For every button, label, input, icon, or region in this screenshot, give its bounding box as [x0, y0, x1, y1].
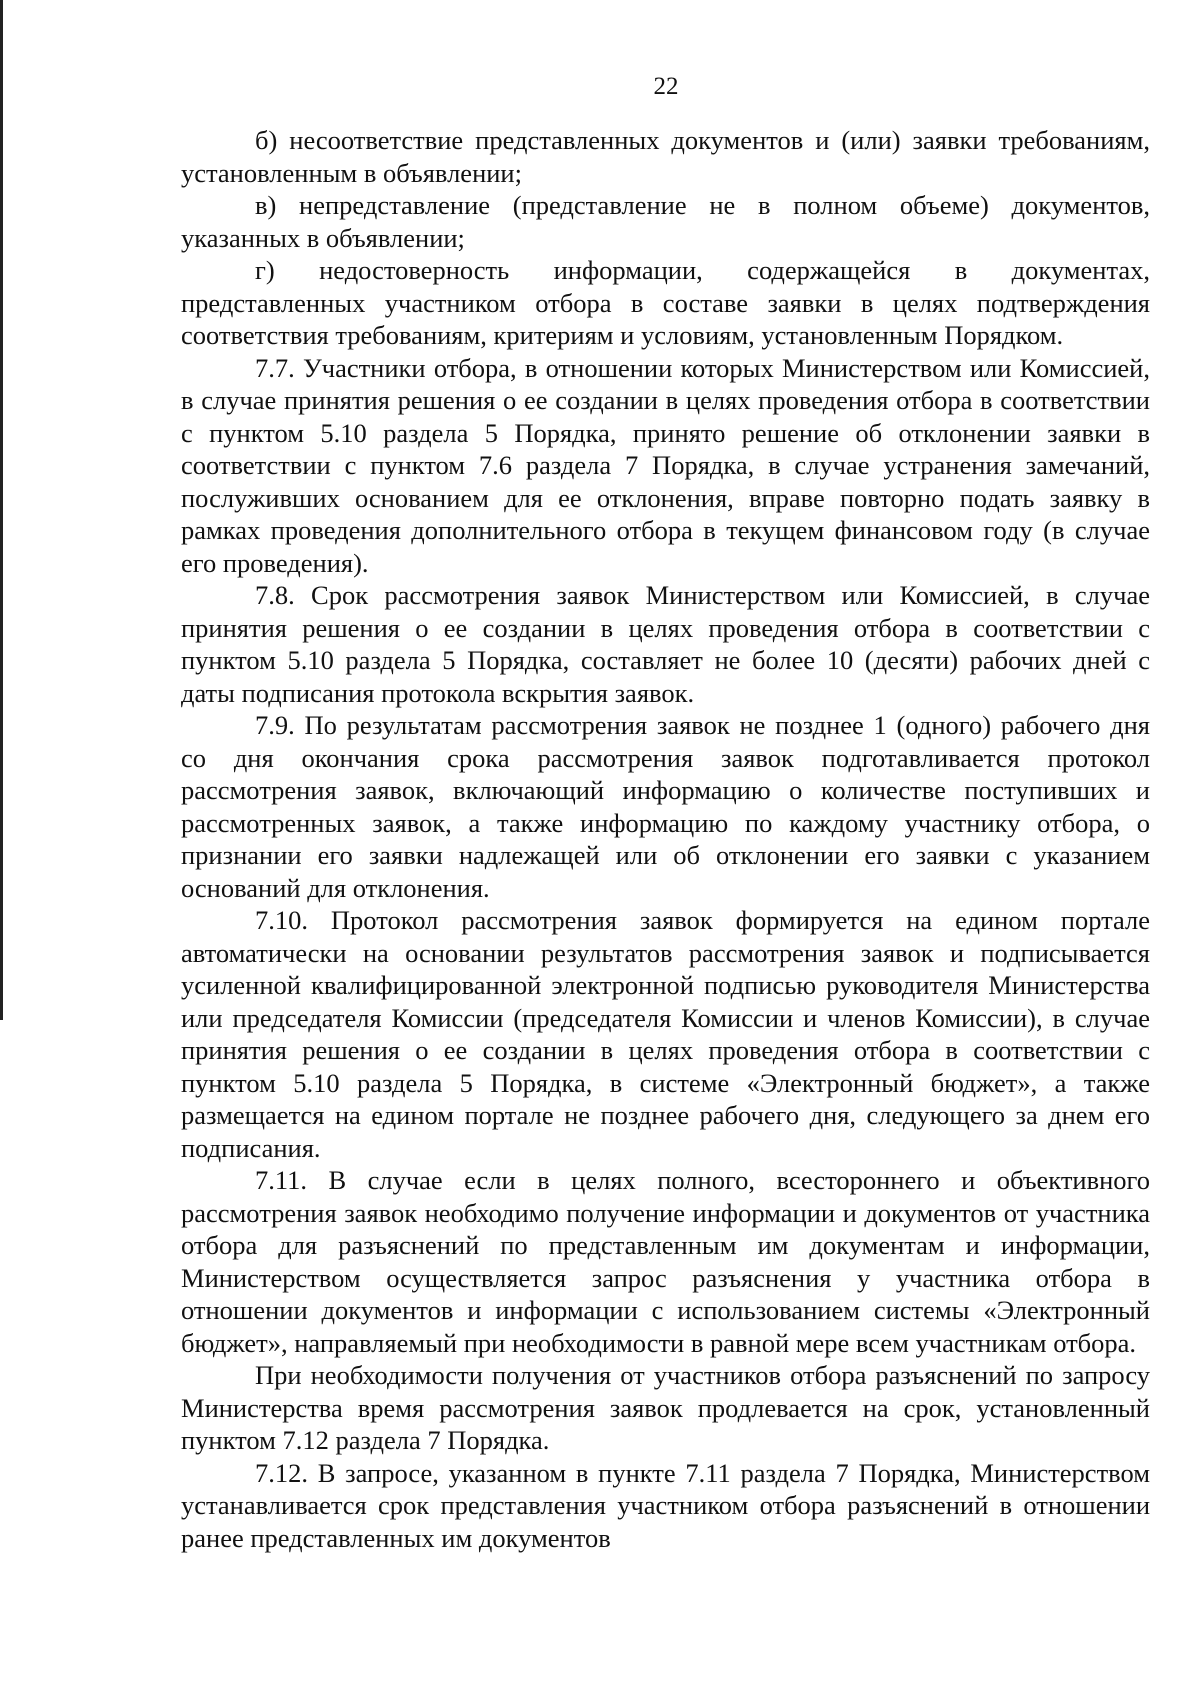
- paragraph-clarification-extension: При необходимости получения от участников отбора разъяснений по запросу Министерства время рассмотрения заявок продлевается на срок, установленный пунктом 7.12 раздела 7 Порядка.: [181, 1360, 1150, 1455]
- paragraph-7-12: 7.12. В запросе, указанном в пункте 7.11 раздела 7 Порядка, Министерством устанавливается срок представления участником отбора разъяснений в отношении ранее представленных им документов: [181, 1457, 1150, 1553]
- page-number: 22: [653, 73, 679, 100]
- paragraph-b: б) несоответствие представленных документов и (или) заявки требованиям, установленным в объявлении;: [181, 125, 1150, 188]
- scan-edge-line: [0, 0, 3, 1020]
- paragraph-7-9: 7.9. По результатам рассмотрения заявок не позднее 1 (одного) рабочего дня со дня окончания срока рассмотрения заявок подготавливается протокол рассмотрения заявок, включающий информацию о количестве поступивших и рассмотренных заявок, а также информацию по каждому участнику отбора, о признании его заявки надлежащей или об отклонении его заявки с указанием оснований для отклонения.: [181, 710, 1150, 903]
- paragraph-7-10: 7.10. Протокол рассмотрения заявок формируется на едином портале автоматически на основании результатов рассмотрения заявок и подписывается усиленной квалифицированной электронной подписью руководителя Министерства или председателя Комиссии (председателя Комиссии и членов Комиссии), в случае принятия решения о ее создании в целях проведения отбора в соответствии с пунктом 5.10 раздела 5 Порядка, в системе «Электронный бюджет», а также размещается на едином портале не позднее рабочего дня, следующего за днем его подписания.: [181, 905, 1150, 1163]
- paragraph-7-11: 7.11. В случае если в целях полного, всестороннего и объективного рассмотрения заявок необходимо получение информации и документов от участника отбора для разъяснений по представленным им документам и информации, Министерством осуществляется запрос разъяснения у участника отбора в отношении документов и информации с использованием системы «Электронный бюджет», направляемый при необходимости в равной мере всем участникам отбора.: [181, 1165, 1150, 1358]
- paragraph-g: г) недостоверность информации, содержащейся в документах, представленных участником отбора в составе заявки в целях подтверждения соответствия требованиям, критериям и условиям, установленным Порядком.: [181, 255, 1150, 350]
- document-body: [181, 124, 1150, 1554]
- paragraph-v: в) непредставление (представление не в полном объеме) документов, указанных в объявлении;: [181, 190, 1150, 253]
- paragraph-7-7: 7.7. Участники отбора, в отношении которых Министерством или Комиссией, в случае принятия решения о ее создании в целях проведения отбора в соответствии с пунктом 5.10 раздела 5 Порядка, принято решение об отклонении заявки в соответствии с пунктом 7.6 раздела 7 Порядка, в случае устранения замечаний, послуживших основанием для ее отклонения, вправе повторно подать заявку в рамках проведения дополнительного отбора в текущем финансовом году (в случае его проведения).: [181, 352, 1150, 578]
- paragraph-7-8: 7.8. Срок рассмотрения заявок Министерством или Комиссией, в случае принятия решения о ее создании в целях проведения отбора в соответствии с пунктом 5.10 раздела 5 Порядка, составляет не более 10 (десяти) рабочих дней с даты подписания протокола вскрытия заявок.: [181, 580, 1150, 708]
